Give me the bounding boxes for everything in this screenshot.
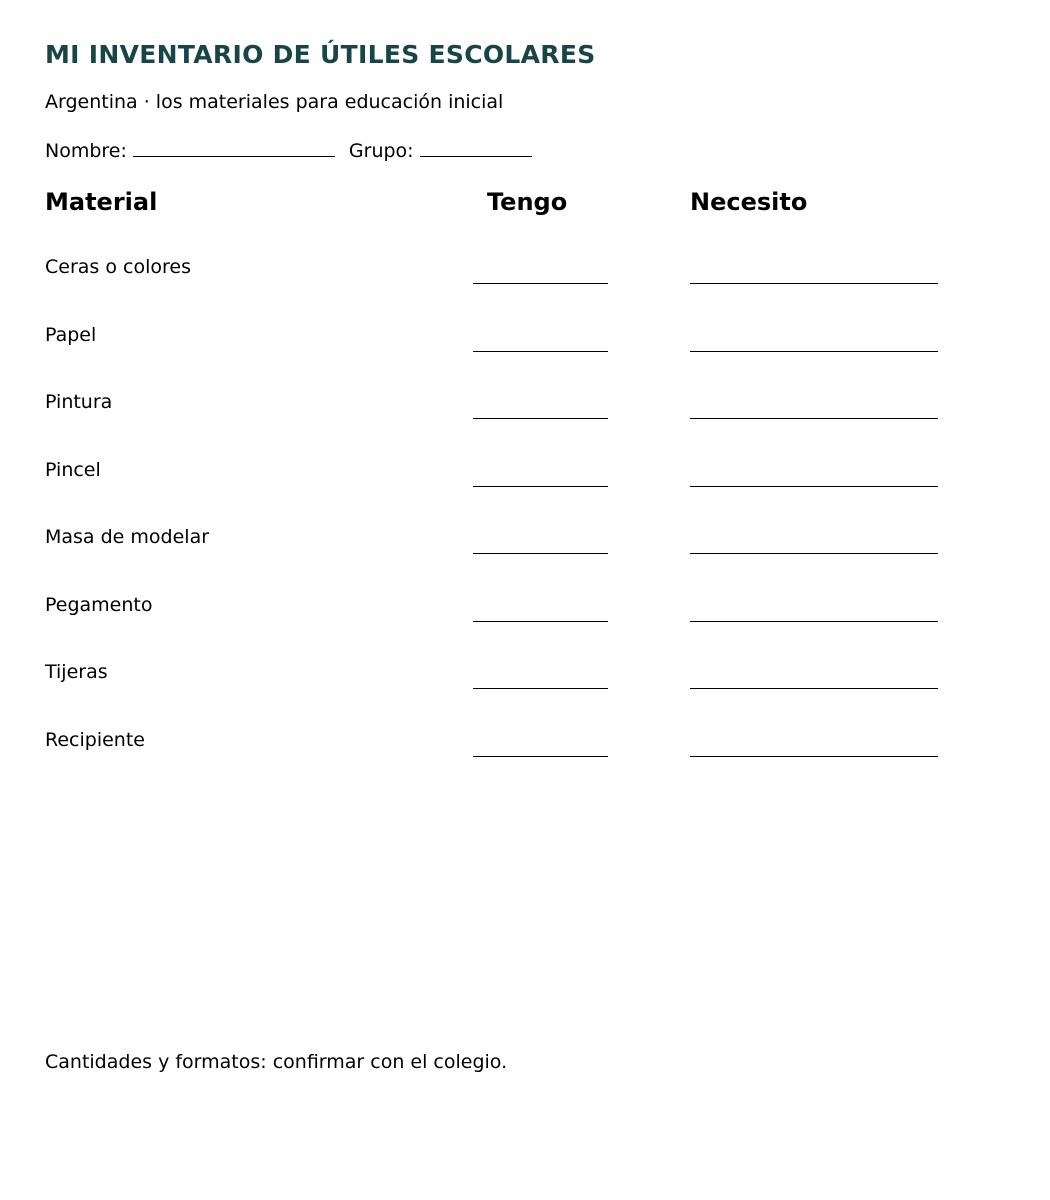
page-title: MI INVENTARIO DE ÚTILES ESCOLARES [45, 40, 596, 69]
table-row [0, 391, 1050, 431]
tengo-blank[interactable] [473, 283, 608, 284]
tengo-blank[interactable] [473, 756, 608, 757]
necesito-blank[interactable] [690, 283, 938, 284]
table-row [0, 324, 1050, 364]
material-label: Tijeras [45, 661, 108, 683]
tengo-blank[interactable] [473, 351, 608, 352]
tengo-blank[interactable] [473, 418, 608, 419]
necesito-blank[interactable] [690, 553, 938, 554]
name-label: Nombre: [45, 140, 127, 162]
column-header-necesito: Necesito [690, 188, 808, 216]
necesito-blank[interactable] [690, 418, 938, 419]
material-label: Pincel [45, 459, 101, 481]
student-fields [45, 136, 532, 162]
column-header-material: Material [45, 188, 158, 216]
footnote: Cantidades y formatos: confirmar con el colegio. [45, 1051, 508, 1073]
material-label: Pegamento [45, 594, 153, 616]
necesito-blank[interactable] [690, 486, 938, 487]
table-row [0, 526, 1050, 566]
tengo-blank[interactable] [473, 486, 608, 487]
table-row [0, 729, 1050, 769]
name-blank[interactable] [133, 136, 335, 157]
necesito-blank[interactable] [690, 756, 938, 757]
necesito-blank[interactable] [690, 621, 938, 622]
material-label: Pintura [45, 391, 113, 413]
table-row [0, 594, 1050, 634]
material-label: Recipiente [45, 729, 145, 751]
tengo-blank[interactable] [473, 688, 608, 689]
necesito-blank[interactable] [690, 351, 938, 352]
material-label: Ceras o colores [45, 256, 191, 278]
table-row [0, 661, 1050, 701]
tengo-blank[interactable] [473, 621, 608, 622]
column-header-tengo: Tengo [487, 188, 568, 216]
necesito-blank[interactable] [690, 688, 938, 689]
table-row [0, 459, 1050, 499]
group-blank[interactable] [420, 136, 532, 157]
material-label: Masa de modelar [45, 526, 210, 548]
page-subtitle: Argentina · los materiales para educación inicial [45, 91, 504, 113]
tengo-blank[interactable] [473, 553, 608, 554]
table-row [0, 256, 1050, 296]
material-label: Papel [45, 324, 97, 346]
group-label: Grupo: [348, 140, 414, 162]
